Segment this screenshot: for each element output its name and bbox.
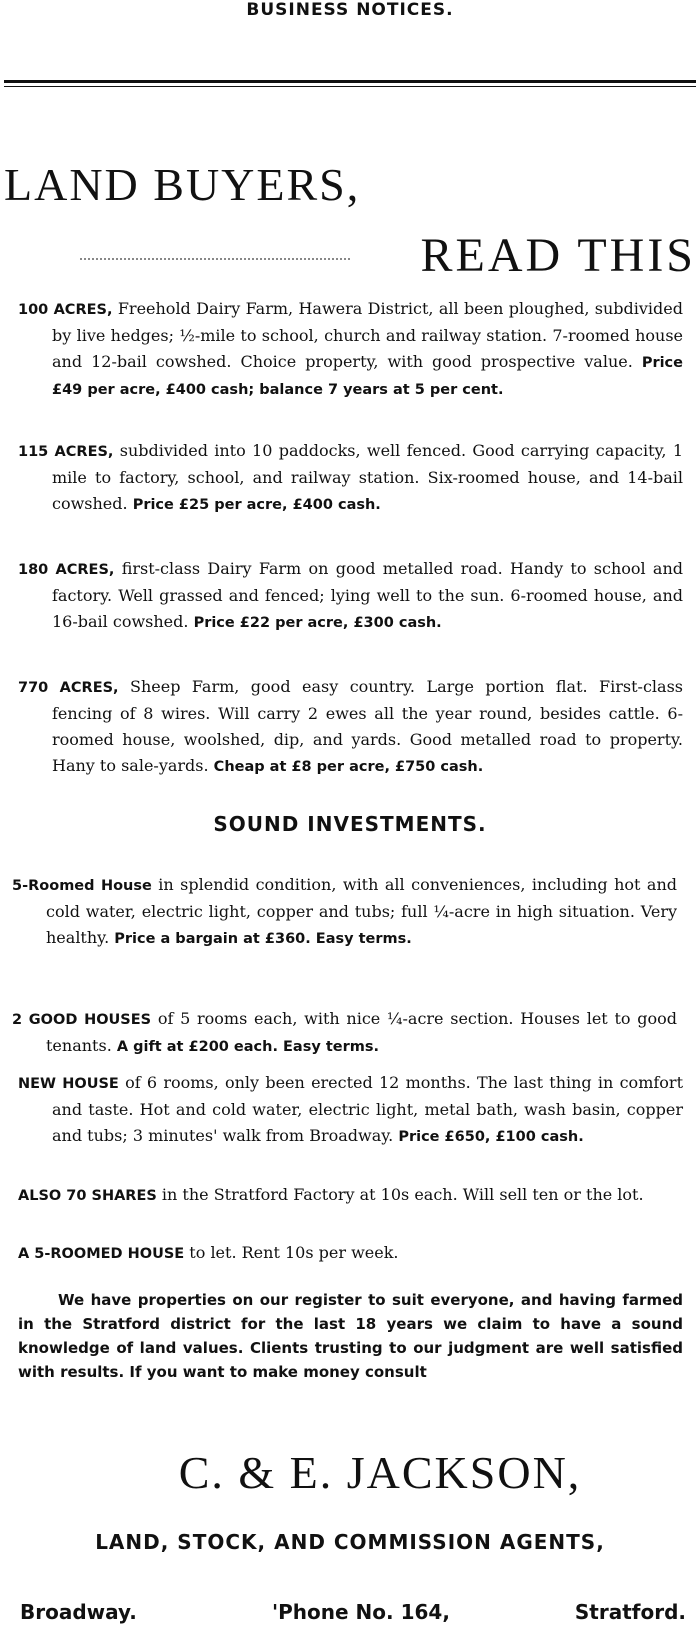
investment-lead: 2 GOOD HOUSES [12,1012,152,1028]
headline-read-this: READ THIS [420,229,696,282]
listing-180-acres [18,556,683,636]
firm-subtitle: LAND, STOCK, AND COMMISSION AGENTS, [95,1530,605,1554]
investment-lead: A 5-ROOMED HOUSE [18,1246,185,1262]
investment-new-house [18,1070,683,1150]
top-rule-thin [4,86,696,87]
investment-lead: 5-Roomed House [12,878,152,894]
listing-lead: 180 ACRES, [18,562,115,578]
investment-text: of 6 rooms, only been erected 12 months. The last thing in comfort and taste. Hot and cold water, electric light, metal bath, wash basin, copper and tubs; 3 minutes' walk from Broadway. [52,1073,683,1145]
investment-price: Price £650, £100 cash. [398,1129,584,1145]
listing-lead: 100 ACRES, [18,302,113,318]
firm-name: C. & E. JACKSON, [178,1447,582,1498]
investment-text: in splendid condition, with all conveniences, including hot and cold water, electric light, copper and tubs; full ¼-acre in high situation. Very healthy. [46,875,677,947]
listing-price: Price £22 per acre, £300 cash. [193,615,442,631]
listing-lead: 115 ACRES, [18,444,114,460]
investment-text: of 5 rooms each, with nice ¼-acre section. Houses let to good tenants. [46,1009,677,1055]
investment-price: Price a bargain at £360. Easy terms. [114,931,412,947]
footer-address-right: Stratford. [574,1600,686,1624]
investment-text: to let. Rent 10s per week. [184,1243,399,1262]
investment-house-to-let [18,1240,683,1267]
listing-price: Cheap at £8 per acre, £750 cash. [213,759,484,775]
listing-text: first-class Dairy Farm on good metalled road. Handy to school and factory. Well grassed and fenced; lying well to the sun. 6-roomed house, and 16-bail cowshed. [52,559,684,631]
investment-2-good-houses [12,1006,677,1060]
listing-115-acres [18,438,683,518]
section-title-sound-investments: SOUND INVESTMENTS. [213,812,487,836]
listing-100-acres [18,296,683,403]
closing-paragraph: We have properties on our register to suit everyone, and having farmed in the Stratford district for the last 18 years we claim to have a sound knowledge of land values. Clients trusting to our judgment are well satisfied with results. If you want to make money consult [18,1291,683,1381]
investment-70-shares [18,1182,683,1209]
investment-lead: NEW HOUSE [18,1076,119,1092]
listing-text: Freehold Dairy Farm, Hawera District, all been ploughed, subdivided by live hedges; ½-mile to school, church and railway station. 7-roomed house and 12-bail cowshed. Choice property, with good prospective value. [52,299,684,371]
investment-5-roomed-house [12,872,677,952]
investment-lead: ALSO 70 SHARES [18,1188,157,1204]
ink-smudge [80,248,350,260]
listing-text: subdivided into 10 paddocks, well fenced. Good carrying capacity, 1 mile to factory, school, and railway station. Six-roomed house, and 14-bail cowshed. [52,441,683,513]
section-header: BUSINESS NOTICES. [246,0,454,20]
listing-lead: 770 ACRES, [18,680,119,696]
listing-770-acres [18,674,683,780]
listing-text: Sheep Farm, good easy country. Large portion flat. First-class fencing of 8 wires. Will carry 2 ewes all the year round, besides cattle. 6-roomed house, woolshed, dip, and yards. Good metalled road to property. Hany to sale-yards. [52,677,683,775]
listing-price: Price £49 per acre, £400 cash; balance 7 years at 5 per cent. [52,355,683,398]
headline-land-buyers: LAND BUYERS, [4,159,361,210]
footer-phone: 'Phone No. 164, [272,1600,450,1624]
footer-address-left: Broadway. [20,1600,137,1624]
investment-text: in the Stratford Factory at 10s each. Will sell ten or the lot. [156,1185,644,1204]
listing-price: Price £25 per acre, £400 cash. [132,497,381,513]
investment-price: A gift at £200 each. Easy terms. [116,1039,380,1055]
top-rule [4,80,696,83]
